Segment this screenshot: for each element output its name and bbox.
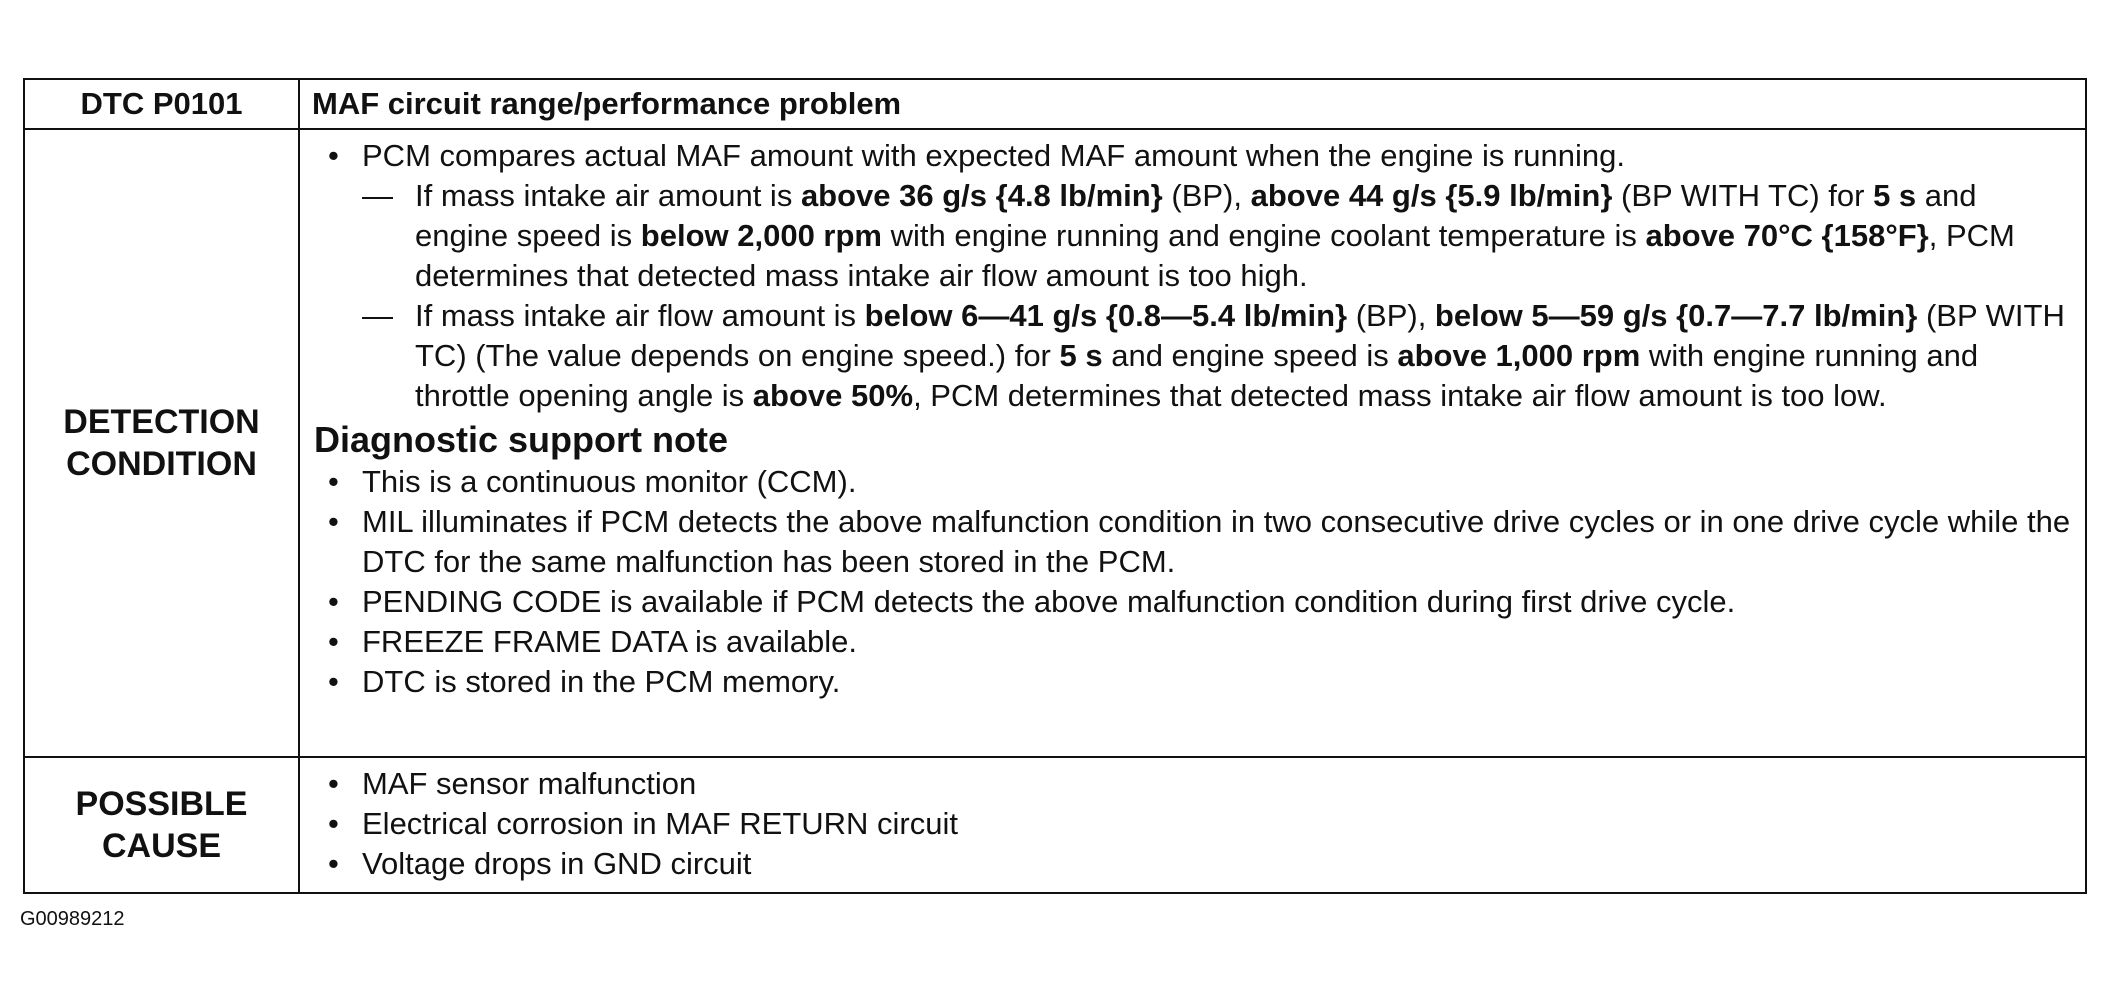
detection-label-line2: CONDITION bbox=[66, 445, 257, 483]
possible-cause-label bbox=[25, 783, 298, 867]
header-row bbox=[24, 79, 2086, 129]
dtc-title-cell bbox=[299, 79, 2086, 129]
cond-high-value: 5 s bbox=[1873, 178, 1917, 213]
note-item: • PENDING CODE is available if PCM detects the above malfunction condition during first drive cycle. bbox=[314, 582, 2071, 622]
detection-label bbox=[25, 401, 298, 485]
dash-symbol: — bbox=[362, 298, 393, 333]
detection-condition-low bbox=[314, 296, 2071, 416]
detection-list bbox=[314, 136, 2071, 176]
cond-low-value: below 5—59 g/s {0.7—7.7 lb/min} bbox=[1434, 298, 1918, 333]
cause-item: • Electrical corrosion in MAF RETURN circuit bbox=[314, 804, 2071, 844]
cond-low-value: below 6—41 g/s {0.8—5.4 lb/min} bbox=[864, 298, 1348, 333]
cond-high-text: with engine running and engine coolant temperature is bbox=[882, 218, 1646, 253]
diagnostic-note-list bbox=[314, 462, 2071, 702]
possible-cause-list bbox=[314, 764, 2071, 884]
dtc-code-cell bbox=[24, 79, 299, 129]
possible-cause-row bbox=[24, 757, 2086, 893]
cond-low-text: with engine running and throttle opening angle is bbox=[415, 338, 1979, 413]
cond-high-value: above 70°C {158°F} bbox=[1645, 218, 1929, 253]
detection-label-line1: DETECTION bbox=[63, 403, 260, 441]
possible-cause-label-cell bbox=[24, 757, 299, 893]
detection-content bbox=[300, 130, 2085, 710]
possible-cause-label-line1: POSSIBLE bbox=[75, 785, 248, 823]
detection-intro-text: PCM compares actual MAF amount with expected MAF amount when the engine is running. bbox=[362, 138, 1626, 173]
cond-low-text: If mass intake air flow amount is bbox=[415, 298, 865, 333]
detection-row bbox=[24, 129, 2086, 757]
cause-item: • Voltage drops in GND circuit bbox=[314, 844, 2071, 884]
note-item: • DTC is stored in the PCM memory. bbox=[314, 662, 2071, 702]
cause-item: • MAF sensor malfunction bbox=[314, 764, 2071, 804]
possible-cause-content-cell bbox=[299, 757, 2086, 893]
cond-high-text: , PCM determines that detected mass intake air flow amount is too high. bbox=[415, 218, 2015, 293]
cond-low-value: 5 s bbox=[1059, 338, 1103, 373]
detection-intro bbox=[314, 136, 2071, 176]
detection-condition-high bbox=[314, 176, 2071, 296]
dtc-table bbox=[23, 78, 2087, 894]
cond-high-value: above 44 g/s {5.9 lb/min} bbox=[1250, 178, 1613, 213]
cond-high-text: (BP WITH TC) for bbox=[1612, 178, 1874, 213]
cond-high-text: If mass intake air amount is bbox=[415, 178, 801, 213]
cond-low-text: and engine speed is bbox=[1102, 338, 1398, 373]
figure-reference: G00989212 bbox=[20, 908, 125, 930]
dtc-title: MAF circuit range/performance problem bbox=[312, 86, 902, 121]
detection-content-cell bbox=[299, 129, 2086, 757]
cond-high-text: (BP), bbox=[1162, 178, 1251, 213]
cond-high-text: and engine speed is bbox=[415, 178, 1977, 253]
dtc-code: DTC P0101 bbox=[80, 86, 243, 121]
cond-high-value: above 36 g/s {4.8 lb/min} bbox=[800, 178, 1163, 213]
detection-label-cell bbox=[24, 129, 299, 757]
cond-low-text: (BP), bbox=[1347, 298, 1435, 333]
note-item: • MIL illuminates if PCM detects the above malfunction condition in two consecutive drive cycles or in one drive cycle while the DTC for the same malfunction has been stored in the PCM. bbox=[314, 502, 2071, 582]
possible-cause-content bbox=[300, 758, 2085, 892]
possible-cause-label-line2: CAUSE bbox=[101, 827, 222, 865]
note-item: • FREEZE FRAME DATA is available. bbox=[314, 622, 2071, 662]
dash-symbol: — bbox=[362, 178, 393, 213]
cond-low-text: (BP WITH TC) (The value depends on engine speed.) for bbox=[415, 298, 2065, 373]
cond-low-value: above 50% bbox=[752, 378, 914, 413]
cond-high-value: below 2,000 rpm bbox=[640, 218, 882, 253]
cond-low-text: , PCM determines that detected mass intake air flow amount is too low. bbox=[913, 378, 1887, 413]
diagnostic-note-heading: Diagnostic support note bbox=[314, 419, 728, 460]
note-item: • This is a continuous monitor (CCM). bbox=[314, 462, 2071, 502]
cond-low-value: above 1,000 rpm bbox=[1397, 338, 1641, 373]
